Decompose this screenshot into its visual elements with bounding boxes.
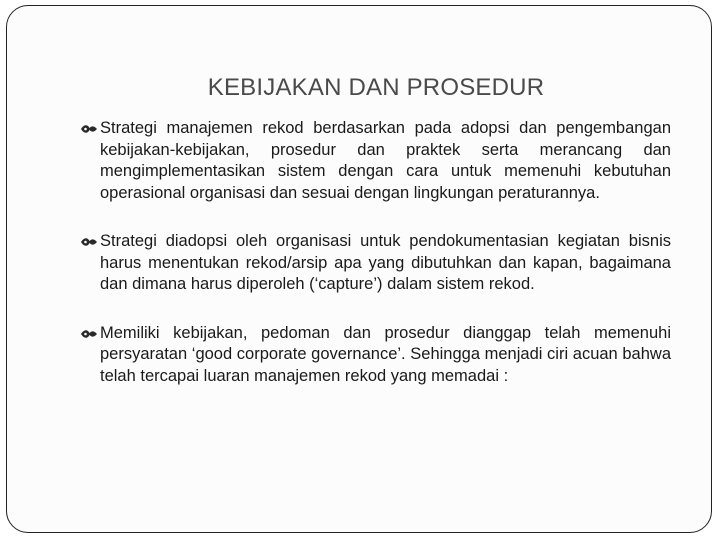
bullet-list — [80, 118, 671, 387]
ornamental-bullet-icon — [80, 236, 98, 248]
bullet-text: Memiliki kebijakan, pedoman dan prosedur dianggap telah memenuhi persyaratan ‘good corporate governance’. Sehingga menjadi ciri acuan bahwa telah tercapai luaran manajemen rekod yang memadai : — [100, 323, 671, 385]
slide-title: KEBIJAKAN DAN PROSEDUR — [207, 74, 545, 101]
bullet-item — [80, 323, 671, 388]
bullet-item — [80, 118, 671, 204]
bullet-item — [80, 231, 671, 296]
bullet-text: Strategi diadopsi oleh organisasi untuk pendokumentasian kegiatan bisnis harus menentukan rekod/arsip apa yang dibutuhkan dan kapan, bagaimana dan dimana harus diperoleh (‘capture’) dalam sistem rekod. — [100, 232, 671, 293]
ornamental-bullet-icon — [80, 328, 98, 340]
bullet-text: Strategi manajemen rekod berdasarkan pada adopsi dan pengembangan kebijakan-kebijakan, prosedur dan praktek serta merancang dan mengimplementasikan sistem dengan cara untuk memenuhi kebutuhan operasional organisasi dan sesuai dengan lingkungan peraturannya. — [100, 119, 671, 202]
ornamental-bullet-icon — [80, 123, 98, 135]
